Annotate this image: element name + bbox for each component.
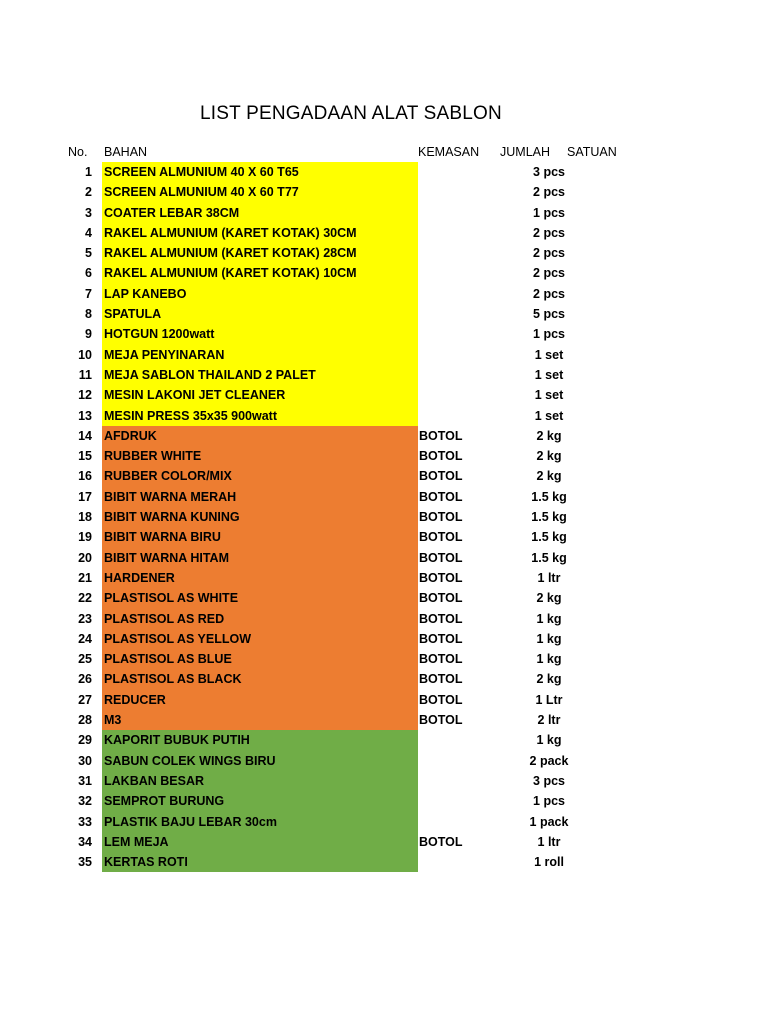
row-bahan: HOTGUN 1200watt — [102, 324, 418, 344]
table-row — [0, 466, 768, 486]
table-row — [0, 284, 768, 304]
row-jumlah: 1 roll — [534, 855, 564, 870]
table-row — [0, 324, 768, 344]
row-bahan: PLASTISOL AS RED — [102, 609, 418, 629]
row-jumlah: 1 kg — [536, 631, 562, 646]
row-kemasan: BOTOL — [419, 510, 463, 525]
row-jumlah: 2 pcs — [533, 225, 565, 240]
row-bahan: RAKEL ALMUNIUM (KARET KOTAK) 10CM — [102, 263, 418, 283]
row-jumlah: 1 pcs — [533, 794, 565, 809]
table-row — [0, 446, 768, 466]
table-row — [0, 426, 768, 446]
row-bahan: RAKEL ALMUNIUM (KARET KOTAK) 30CM — [102, 223, 418, 243]
row-bahan: MEJA PENYINARAN — [102, 345, 418, 365]
row-no: 25 — [78, 652, 92, 667]
row-jumlah: 5 pcs — [533, 307, 565, 322]
row-bahan: PLASTISOL AS YELLOW — [102, 629, 418, 649]
row-kemasan: BOTOL — [419, 631, 463, 646]
row-jumlah: 2 ltr — [537, 713, 561, 728]
row-jumlah: 1 set — [534, 388, 564, 403]
row-kemasan: BOTOL — [419, 428, 463, 443]
row-bahan: LEM MEJA — [102, 832, 418, 852]
table-row — [0, 751, 768, 771]
header-kemasan: KEMASAN — [418, 145, 480, 159]
table-row — [0, 263, 768, 283]
row-no: 27 — [78, 692, 92, 707]
row-kemasan: BOTOL — [419, 591, 463, 606]
row-jumlah: 2 pcs — [533, 286, 565, 301]
row-kemasan: BOTOL — [419, 570, 463, 585]
row-kemasan: BOTOL — [419, 692, 463, 707]
table-row — [0, 385, 768, 405]
row-no: 17 — [78, 489, 92, 504]
row-jumlah: 2 kg — [536, 449, 562, 464]
row-kemasan: BOTOL — [419, 713, 463, 728]
page-title: LIST PENGADAAN ALAT SABLON — [200, 103, 502, 124]
row-jumlah: 2 pcs — [533, 246, 565, 261]
row-no: 34 — [78, 834, 92, 849]
row-bahan: AFDRUK — [102, 426, 418, 446]
table-row — [0, 588, 768, 608]
header-no: No. — [68, 145, 88, 159]
table-row — [0, 730, 768, 750]
row-no: 20 — [78, 550, 92, 565]
row-no: 26 — [78, 672, 92, 687]
table-row — [0, 669, 768, 689]
row-bahan: LAKBAN BESAR — [102, 771, 418, 791]
row-no: 18 — [78, 510, 92, 525]
table-row — [0, 690, 768, 710]
table-row — [0, 812, 768, 832]
row-no: 31 — [78, 773, 92, 788]
table-row — [0, 507, 768, 527]
row-jumlah: 1 kg — [536, 733, 562, 748]
table-row — [0, 527, 768, 547]
row-no: 11 — [78, 367, 92, 382]
row-jumlah: 1 pack — [529, 814, 569, 829]
table-row — [0, 243, 768, 263]
row-kemasan: BOTOL — [419, 611, 463, 626]
row-kemasan: BOTOL — [419, 550, 463, 565]
row-no: 10 — [78, 347, 92, 362]
row-no: 29 — [78, 733, 92, 748]
row-bahan: REDUCER — [102, 690, 418, 710]
row-bahan: BIBIT WARNA BIRU — [102, 527, 418, 547]
row-no: 7 — [85, 286, 92, 301]
row-no: 23 — [78, 611, 92, 626]
row-bahan: KERTAS ROTI — [102, 852, 418, 872]
row-kemasan: BOTOL — [419, 530, 463, 545]
row-no: 16 — [78, 469, 92, 484]
row-bahan: SCREEN ALMUNIUM 40 X 60 T77 — [102, 182, 418, 202]
row-no: 15 — [78, 449, 92, 464]
table-row — [0, 629, 768, 649]
table-row — [0, 345, 768, 365]
table-body — [0, 162, 768, 872]
row-no: 4 — [85, 225, 92, 240]
row-jumlah: 1 kg — [536, 611, 562, 626]
row-no: 32 — [78, 794, 92, 809]
row-kemasan: BOTOL — [419, 449, 463, 464]
row-kemasan: BOTOL — [419, 652, 463, 667]
table-row — [0, 710, 768, 730]
header-bahan: BAHAN — [104, 145, 148, 159]
row-no: 13 — [78, 408, 92, 423]
row-jumlah: 2 kg — [536, 672, 562, 687]
row-jumlah: 1.5 kg — [531, 510, 567, 525]
table-row — [0, 649, 768, 669]
row-jumlah: 2 kg — [536, 469, 562, 484]
row-no: 21 — [78, 570, 92, 585]
table-row — [0, 568, 768, 588]
row-kemasan: BOTOL — [419, 834, 463, 849]
row-bahan: M3 — [102, 710, 418, 730]
row-jumlah: 1.5 kg — [531, 530, 567, 545]
row-bahan: BIBIT WARNA MERAH — [102, 487, 418, 507]
table-row — [0, 223, 768, 243]
row-bahan: SPATULA — [102, 304, 418, 324]
row-kemasan: BOTOL — [419, 672, 463, 687]
table-row — [0, 406, 768, 426]
table-header — [0, 143, 768, 161]
row-bahan: PLASTISOL AS WHITE — [102, 588, 418, 608]
row-no: 14 — [78, 428, 92, 443]
table-row — [0, 365, 768, 385]
table-row — [0, 182, 768, 202]
table-row — [0, 304, 768, 324]
row-jumlah: 1 kg — [536, 652, 562, 667]
row-jumlah: 1 pcs — [533, 327, 565, 342]
row-no: 19 — [78, 530, 92, 545]
row-no: 6 — [85, 266, 92, 281]
row-jumlah: 2 pcs — [533, 185, 565, 200]
row-bahan: RUBBER WHITE — [102, 446, 418, 466]
table-row — [0, 162, 768, 182]
row-no: 8 — [85, 307, 92, 322]
row-jumlah: 1 set — [534, 347, 564, 362]
row-jumlah: 1 set — [534, 408, 564, 423]
table-row — [0, 852, 768, 872]
row-bahan: PLASTISOL AS BLACK — [102, 669, 418, 689]
row-jumlah: 1.5 kg — [531, 550, 567, 565]
row-kemasan: BOTOL — [419, 489, 463, 504]
row-jumlah: 1 ltr — [537, 834, 561, 849]
row-jumlah: 2 kg — [536, 428, 562, 443]
row-no: 9 — [85, 327, 92, 342]
table-row — [0, 609, 768, 629]
row-jumlah: 3 pcs — [533, 165, 565, 179]
row-bahan: BIBIT WARNA KUNING — [102, 507, 418, 527]
row-jumlah: 1 Ltr — [535, 692, 563, 707]
row-no: 12 — [78, 388, 92, 403]
row-no: 24 — [78, 631, 92, 646]
row-no: 1 — [85, 165, 92, 179]
row-bahan: RAKEL ALMUNIUM (KARET KOTAK) 28CM — [102, 243, 418, 263]
header-satuan: SATUAN — [567, 145, 617, 159]
row-no: 28 — [78, 713, 92, 728]
row-bahan: MEJA SABLON THAILAND 2 PALET — [102, 365, 418, 385]
row-no: 22 — [78, 591, 92, 606]
row-bahan: SEMPROT BURUNG — [102, 791, 418, 811]
header-jumlah: JUMLAH — [500, 145, 551, 159]
row-bahan: MESIN PRESS 35x35 900watt — [102, 406, 418, 426]
table-row — [0, 791, 768, 811]
row-no: 3 — [85, 205, 92, 220]
row-jumlah: 2 kg — [536, 591, 562, 606]
row-jumlah: 1 set — [534, 367, 564, 382]
row-bahan: MESIN LAKONI JET CLEANER — [102, 385, 418, 405]
table-row — [0, 487, 768, 507]
row-no: 30 — [78, 753, 92, 768]
table-row — [0, 832, 768, 852]
row-jumlah: 1 pcs — [533, 205, 565, 220]
row-kemasan: BOTOL — [419, 469, 463, 484]
table-row — [0, 203, 768, 223]
row-no: 2 — [85, 185, 92, 200]
row-jumlah: 2 pack — [529, 753, 569, 768]
row-bahan: SABUN COLEK WINGS BIRU — [102, 751, 418, 771]
row-bahan: COATER LEBAR 38CM — [102, 203, 418, 223]
table-row — [0, 548, 768, 568]
row-bahan: BIBIT WARNA HITAM — [102, 548, 418, 568]
row-bahan: SCREEN ALMUNIUM 40 X 60 T65 — [102, 162, 418, 182]
row-no: 35 — [78, 855, 92, 870]
row-bahan: PLASTISOL AS BLUE — [102, 649, 418, 669]
row-jumlah: 1.5 kg — [531, 489, 567, 504]
row-bahan: LAP KANEBO — [102, 284, 418, 304]
row-bahan: KAPORIT BUBUK PUTIH — [102, 730, 418, 750]
row-bahan: HARDENER — [102, 568, 418, 588]
row-jumlah: 3 pcs — [533, 773, 565, 788]
row-jumlah: 1 ltr — [537, 570, 561, 585]
row-no: 5 — [85, 246, 92, 261]
row-no: 33 — [78, 814, 92, 829]
table-row — [0, 771, 768, 791]
row-bahan: RUBBER COLOR/MIX — [102, 466, 418, 486]
row-bahan: PLASTIK BAJU LEBAR 30cm — [102, 812, 418, 832]
row-jumlah: 2 pcs — [533, 266, 565, 281]
